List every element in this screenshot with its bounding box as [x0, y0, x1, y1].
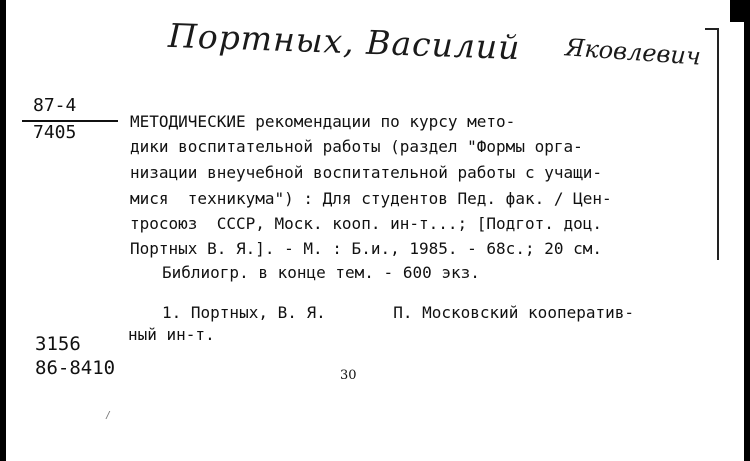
- call-number-top: 87-4: [33, 95, 77, 116]
- card-edge-right: [744, 22, 750, 461]
- card-edge-top-right: [730, 0, 750, 22]
- description-line-6: Портных В. Я.]. - М. : Б.и., 1985. - 68с.; 20 см.: [130, 239, 603, 258]
- bibliography-note: Библиогр. в конце тем. - 600 экз.: [162, 263, 480, 282]
- inventory-number-2: 86-8410: [35, 357, 116, 379]
- description-line-3: низации внеучебной воспитательной работы с учащи-: [130, 163, 603, 182]
- tracing-line-cont: ный ин-т.: [128, 325, 215, 344]
- description-line-4: мися техникума") : Для студентов Пед. фак. / Цен-: [130, 189, 612, 208]
- margin-bracket-tip: [705, 28, 719, 30]
- handwritten-author-patronymic: Яковлевич: [564, 33, 702, 71]
- stray-mark: /: [105, 410, 112, 421]
- page-number: 30: [340, 368, 357, 383]
- margin-bracket-line: [717, 28, 719, 260]
- tracing-line: 1. Портных, В. Я. П. Московский кооператив-: [162, 303, 635, 322]
- description-line-2: дики воспитательной работы (раздел "Формы орга-: [130, 137, 583, 156]
- description-line-5: тросоюз СССР, Моск. кооп. ин-т...; [Подгот. доц.: [130, 214, 603, 233]
- card-edge-left: [0, 0, 6, 461]
- call-number-bottom: 7405: [33, 122, 77, 143]
- inventory-number-1: 3156: [35, 333, 81, 355]
- description-line-1: МЕТОДИЧЕСКИЕ рекомендации по курсу мето-: [130, 112, 516, 131]
- handwritten-author-name: Портных, Василий: [167, 15, 522, 68]
